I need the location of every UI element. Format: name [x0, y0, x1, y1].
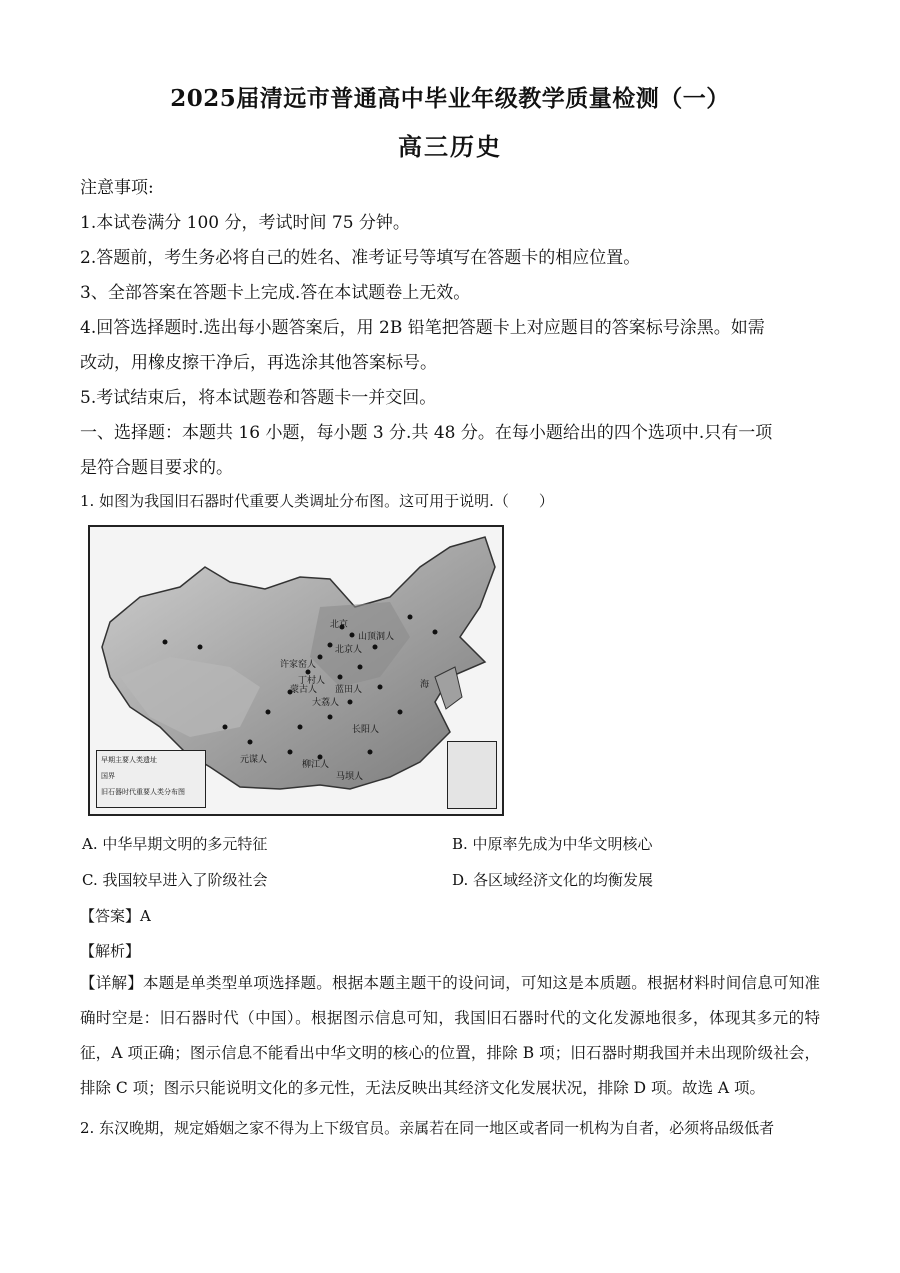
map-label: 山顶洞人: [358, 632, 395, 642]
option-b: B. 中原率先成为中华文明核心: [452, 835, 653, 853]
question-1-stem: 1. 如图为我国旧石器时代重要人类调址分布图。这可用于说明.（ ）: [80, 492, 554, 510]
section-heading: 一、选择题：本题共 16 小题，每小题 3 分.共 48 分。在每小题给出的四个选项中.只有一项: [80, 423, 773, 443]
map-label: 柳江人: [302, 760, 330, 770]
note-item: 2.答题前，考生务必将自己的姓名、准考证号等填写在答题卡的相应位置。: [80, 248, 641, 268]
answer: 【答案】A: [80, 907, 151, 925]
detailed-explanation: 【详解】本题是单类型单项选择题。根据本题主题干的设问词，可知这是本质题。根据材料时间信息可知准确时空是：旧石器时代（中国）。根据图示信息可知，我国旧石器时代的文化发源地很多，体现其多元的特征，A 项正确；图示信息不能看出中华文明的核心的位置，排除 B 项；旧石器时期我国并未出现阶级社会，排除 C 项；图示只能说明文化的多元性，无法反映出其经济文化发展状况，排除 D 项。故选 A 项。: [80, 974, 820, 1097]
map-label-sea: 海: [420, 680, 430, 690]
legend-item-caption: 旧石器时代重要人类分布图: [101, 788, 185, 796]
exam-subject: 高三历史: [398, 132, 502, 161]
map-label: 大荔人: [312, 698, 340, 708]
map-legend: [96, 750, 206, 808]
notes-heading: 注意事项:: [80, 178, 154, 198]
option-c: C. 我国较早进入了阶级社会: [82, 871, 268, 889]
map-label: 马坝人: [336, 772, 364, 782]
option-d: D. 各区域经济文化的均衡发展: [452, 871, 654, 889]
note-item: 5.考试结束后，将本试题卷和答题卡一并交回。: [80, 388, 437, 408]
map-label: 长阳人: [352, 725, 380, 735]
legend-item-border: 国界: [101, 772, 115, 780]
exam-title: 2025届清远市普通高中毕业年级教学质量检测（一）: [170, 85, 730, 112]
analysis-heading: 【解析】: [80, 942, 141, 960]
map-label: 元谋人: [240, 755, 268, 765]
map-label-beijing: 北京: [330, 620, 349, 630]
map-label: 蒙古人: [290, 685, 318, 695]
map-label: 北京人: [335, 645, 363, 655]
note-item: 4.回答选择题时.选出每小题答案后，用 2B 铅笔把答题卡上对应题目的答案标号涂黑。如需: [80, 318, 765, 338]
option-a: A. 中华早期文明的多元特征: [82, 835, 268, 853]
map-label: 丁村人: [298, 676, 326, 686]
legend-item-sites: 早期主要人类遗址: [101, 756, 157, 764]
paleolithic-sites-map: [88, 525, 504, 816]
south-sea-inset: [447, 741, 497, 809]
note-item: 改动，用橡皮擦干净后，再选涂其他答案标号。: [80, 353, 437, 373]
note-item: 1.本试卷满分 100 分，考试时间 75 分钟。: [80, 213, 410, 233]
question-2-stem: 2. 东汉晚期，规定婚姻之家不得为上下级官员。亲属若在同一地区或者同一机构为自者，必须将品级低者: [80, 1119, 775, 1137]
section-heading-cont: 是符合题目要求的。: [80, 458, 233, 478]
map-label: 许家窑人: [280, 660, 317, 670]
note-item: 3、全部答案在答题卡上完成.答在本试题卷上无效。: [80, 283, 471, 303]
map-label: 蓝田人: [335, 685, 363, 695]
